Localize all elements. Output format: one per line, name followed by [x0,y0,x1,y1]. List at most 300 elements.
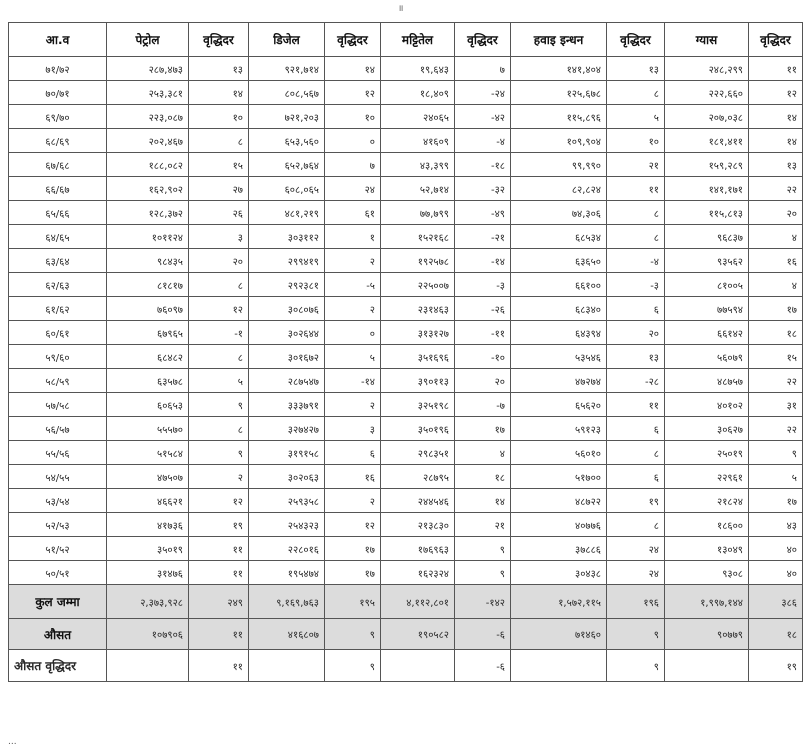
value-cell: ३०१६७२ [249,345,325,369]
value-cell: -५ [325,273,381,297]
table-body [9,57,803,585]
value-cell: १९ [607,489,665,513]
value-cell: ६६१४२ [665,321,749,345]
average-growth-row [9,650,803,682]
value-cell: ८ [189,129,249,153]
cell [107,650,189,682]
value-cell: २२ [749,417,803,441]
value-cell: ७ [455,57,511,81]
value-cell: २५०१९ [665,441,749,465]
fiscal-year-cell: ७०/७१ [9,81,107,105]
col-fiscal-year: आ.व [9,23,107,57]
value-cell: १५ [189,153,249,177]
fiscal-year-cell: ५९/६० [9,345,107,369]
col-aviation-growth: वृद्धिदर [607,23,665,57]
table-row [9,537,803,561]
value-cell: ३०२६४४ [249,321,325,345]
cell: ९,१६९,७६३ [249,585,325,619]
value-cell: ४७५०७ [107,465,189,489]
cell: ११ [189,650,249,682]
value-cell: ३७८८६ [511,537,607,561]
value-cell: २८७५४७ [249,369,325,393]
cell: -६ [455,650,511,682]
value-cell: ३१३१२७ [381,321,455,345]
fiscal-year-cell: ६०/६१ [9,321,107,345]
value-cell: १२ [325,513,381,537]
footer-fragment: ... [8,737,17,747]
value-cell: ३०८०७६ [249,297,325,321]
value-cell: ६३५७८ [107,369,189,393]
value-cell: -११ [455,321,511,345]
value-cell: ६ [607,417,665,441]
table-row [9,249,803,273]
cell: -६ [455,619,511,650]
value-cell: २२ [749,369,803,393]
value-cell: १८ [749,321,803,345]
value-cell: १९,६४३ [381,57,455,81]
fiscal-year-cell: ६७/६८ [9,153,107,177]
value-cell: १८८,०८२ [107,153,189,177]
table-row [9,489,803,513]
value-cell: ५१५८४ [107,441,189,465]
cell [249,650,325,682]
value-cell: १७ [455,417,511,441]
cell: ४,११२,८०१ [381,585,455,619]
value-cell: -१४ [455,249,511,273]
value-cell: ५५५७० [107,417,189,441]
value-cell: ५९१२३ [511,417,607,441]
value-cell: १५ [749,345,803,369]
header-fragment: ॥ [398,4,404,14]
value-cell: १०११२४ [107,225,189,249]
cell: १८ [749,619,803,650]
value-cell: १६२,९०२ [107,177,189,201]
value-cell: १३ [607,345,665,369]
average-growth-label: औसत वृद्धिदर [9,650,107,682]
value-cell: २४ [325,177,381,201]
value-cell: १७ [325,537,381,561]
value-cell: १३ [607,57,665,81]
value-cell: २५९३५८ [249,489,325,513]
value-cell: ४३,३९९ [381,153,455,177]
value-cell: ५ [189,369,249,393]
value-cell: १३ [749,153,803,177]
table-row [9,81,803,105]
col-diesel-growth: वृद्धिदर [325,23,381,57]
cell: १९ [749,650,803,682]
table-row [9,153,803,177]
fiscal-year-cell: ७१/७२ [9,57,107,81]
table-row [9,177,803,201]
value-cell: ० [325,129,381,153]
value-cell: २० [455,369,511,393]
value-cell: ५१७०० [511,465,607,489]
value-cell: २५४३२३ [249,513,325,537]
table-row [9,369,803,393]
value-cell: ९ [455,561,511,585]
value-cell: १६ [749,249,803,273]
average-label: औसत [9,619,107,650]
value-cell: १ [325,225,381,249]
value-cell: २२३,०८७ [107,105,189,129]
value-cell: १२ [749,81,803,105]
value-cell: २२९६१ [665,465,749,489]
value-cell: ६५३,५६० [249,129,325,153]
value-cell: ९८४३५ [107,249,189,273]
table-row [9,297,803,321]
value-cell: ६६१०० [511,273,607,297]
value-cell: ५ [749,465,803,489]
value-cell: ७७५९४ [665,297,749,321]
table-row [9,225,803,249]
value-cell: -४ [455,129,511,153]
fiscal-year-cell: ५४/५५ [9,465,107,489]
value-cell: २ [325,489,381,513]
value-cell: ४१६०९ [381,129,455,153]
value-cell: ४० [749,561,803,585]
fiscal-year-cell: ६३/६४ [9,249,107,273]
cell: ९ [607,650,665,682]
value-cell: १४ [749,105,803,129]
value-cell: १५२१६८ [381,225,455,249]
value-cell: २८७९५ [381,465,455,489]
value-cell: -१४ [325,369,381,393]
fiscal-year-cell: ६१/६२ [9,297,107,321]
value-cell: २१ [607,153,665,177]
cell: ९ [325,619,381,650]
value-cell: ९ [749,441,803,465]
value-cell: १० [607,129,665,153]
value-cell: २९८३५१ [381,441,455,465]
value-cell: २२८०१६ [249,537,325,561]
value-cell: २४ [607,537,665,561]
cell: ७१४६० [511,619,607,650]
value-cell: ११ [189,561,249,585]
value-cell: -४२ [455,105,511,129]
value-cell: ९६८३७ [665,225,749,249]
fiscal-year-cell: ६२/६३ [9,273,107,297]
value-cell: ४८७२२ [511,489,607,513]
value-cell: २० [749,201,803,225]
table-row [9,417,803,441]
value-cell: २७ [189,177,249,201]
value-cell: १४ [749,129,803,153]
value-cell: ३०४३८ [511,561,607,585]
cell: ११ [189,619,249,650]
cell: १,५७२,११५ [511,585,607,619]
value-cell: ३०३११२ [249,225,325,249]
value-cell: २८७,४७३ [107,57,189,81]
value-cell: ३९०११३ [381,369,455,393]
value-cell: १८ [455,465,511,489]
value-cell: २२५००७ [381,273,455,297]
value-cell: १२५,६७८ [511,81,607,105]
value-cell: १८६०० [665,513,749,537]
table-row [9,441,803,465]
value-cell: ८ [607,201,665,225]
value-cell: ५३५४६ [511,345,607,369]
value-cell: ७४,३०६ [511,201,607,225]
value-cell: १८,४०९ [381,81,455,105]
value-cell: १८१,४११ [665,129,749,153]
value-cell: ६५२,७६४ [249,153,325,177]
col-aviation-fuel: हवाइ इन्धन [511,23,607,57]
average-row [9,619,803,650]
value-cell: ६८४८२ [107,345,189,369]
value-cell: ३ [189,225,249,249]
value-cell: २६ [189,201,249,225]
value-cell: ३ [325,417,381,441]
value-cell: -३२ [455,177,511,201]
cell: २४९ [189,585,249,619]
value-cell: ३५०१९६ [381,417,455,441]
value-cell: ८ [189,345,249,369]
cell [381,650,455,682]
value-cell: ७२१,२०३ [249,105,325,129]
cell: ९ [607,619,665,650]
value-cell: ६३६५० [511,249,607,273]
value-cell: २४४५४६ [381,489,455,513]
value-cell: ६ [607,297,665,321]
table-row [9,393,803,417]
value-cell: १२८,३७२ [107,201,189,225]
value-cell: -७ [455,393,511,417]
value-cell: -२१ [455,225,511,249]
value-cell: २४८,२९९ [665,57,749,81]
value-cell: २०७,०३८ [665,105,749,129]
value-cell: ० [325,321,381,345]
value-cell: १२ [325,81,381,105]
value-cell: ९३५६२ [665,249,749,273]
value-cell: २२२,६६० [665,81,749,105]
value-cell: -४९ [455,201,511,225]
fuel-consumption-table [8,22,803,682]
value-cell: २० [189,249,249,273]
value-cell: ११५,८९६ [511,105,607,129]
value-cell: २४०६५ [381,105,455,129]
value-cell: २५३,३८१ [107,81,189,105]
value-cell: १९२५७८ [381,249,455,273]
value-cell: ४८१,२१९ [249,201,325,225]
value-cell: ३१ [749,393,803,417]
cell: ९ [325,650,381,682]
value-cell: १० [325,105,381,129]
value-cell: २२ [749,177,803,201]
table-row [9,513,803,537]
col-petrol: पेट्रोल [107,23,189,57]
value-cell: -१० [455,345,511,369]
value-cell: ४३ [749,513,803,537]
value-cell: ५६०१० [511,441,607,465]
value-cell: १२ [189,297,249,321]
col-gas-growth: वृद्धिदर [749,23,803,57]
table-row [9,129,803,153]
value-cell: ५६०७९ [665,345,749,369]
value-cell: १७ [749,297,803,321]
cell: -१४२ [455,585,511,619]
cell: ३८६ [749,585,803,619]
value-cell: २०२,४६७ [107,129,189,153]
fiscal-year-cell: ५३/५४ [9,489,107,513]
value-cell: १७ [749,489,803,513]
value-cell: ८ [607,225,665,249]
table-row [9,105,803,129]
value-cell: ४६६२१ [107,489,189,513]
value-cell: ९९,९९० [511,153,607,177]
value-cell: -१ [189,321,249,345]
table-header-row [9,23,803,57]
value-cell: ६१ [325,201,381,225]
value-cell: ३२७४२७ [249,417,325,441]
value-cell: -३ [607,273,665,297]
value-cell: १३ [189,57,249,81]
value-cell: १४१,१७१ [665,177,749,201]
value-cell: ३२५१९८ [381,393,455,417]
col-kerosene: मट्टितेल [381,23,455,57]
value-cell: ९ [189,393,249,417]
value-cell: ५२,७१४ [381,177,455,201]
value-cell: ३१९१५८ [249,441,325,465]
value-cell: २३१४६३ [381,297,455,321]
value-cell: १४ [455,489,511,513]
col-kerosene-growth: वृद्धिदर [455,23,511,57]
value-cell: ४८७५७ [665,369,749,393]
value-cell: ६७९६५ [107,321,189,345]
value-cell: ६८३४० [511,297,607,321]
value-cell: ४०७७६ [511,513,607,537]
total-label: कुल जम्मा [9,585,107,619]
value-cell: -२६ [455,297,511,321]
value-cell: -३ [455,273,511,297]
table-row [9,201,803,225]
value-cell: ११ [749,57,803,81]
value-cell: ८०८,५६७ [249,81,325,105]
fiscal-year-cell: ५१/५२ [9,537,107,561]
value-cell: २ [325,393,381,417]
value-cell: -२८ [607,369,665,393]
value-cell: -१८ [455,153,511,177]
value-cell: १० [189,105,249,129]
fiscal-year-cell: ६४/६५ [9,225,107,249]
value-cell: -४ [607,249,665,273]
cell: १९६ [607,585,665,619]
value-cell: २ [189,465,249,489]
cell: १,९९७,१४४ [665,585,749,619]
cell: ४१६८०७ [249,619,325,650]
value-cell: ६५६२० [511,393,607,417]
fiscal-year-cell: ५०/५१ [9,561,107,585]
value-cell: ९ [189,441,249,465]
value-cell: ८२,८२४ [511,177,607,201]
fiscal-year-cell: ६५/६६ [9,201,107,225]
value-cell: ७ [325,153,381,177]
value-cell: २१ [455,513,511,537]
value-cell: ५ [325,345,381,369]
fiscal-year-cell: ५७/५८ [9,393,107,417]
value-cell: १३०४९ [665,537,749,561]
value-cell: ३०२०६३ [249,465,325,489]
cell: १९५ [325,585,381,619]
value-cell: -२४ [455,81,511,105]
value-cell: ८ [189,417,249,441]
value-cell: ३०६२७ [665,417,749,441]
table-row [9,321,803,345]
table-row [9,57,803,81]
value-cell: १४१,४०४ [511,57,607,81]
fiscal-year-cell: ६६/६७ [9,177,107,201]
value-cell: १७६९६३ [381,537,455,561]
value-cell: ७६०९७ [107,297,189,321]
value-cell: ६८५३४ [511,225,607,249]
fiscal-year-cell: ६८/६९ [9,129,107,153]
cell: २,३७३,९२८ [107,585,189,619]
value-cell: १६२३२४ [381,561,455,585]
value-cell: ३५१६९६ [381,345,455,369]
value-cell: २१८२४ [665,489,749,513]
value-cell: ६०६५३ [107,393,189,417]
table-row [9,273,803,297]
col-petrol-growth: वृद्धिदर [189,23,249,57]
value-cell: १५९,२८९ [665,153,749,177]
cell: १०७९०६ [107,619,189,650]
value-cell: १०९,९०४ [511,129,607,153]
col-diesel: डिजेल [249,23,325,57]
table-row [9,561,803,585]
value-cell: ८ [189,273,249,297]
cell: १९०५८२ [381,619,455,650]
value-cell: ९ [455,537,511,561]
fiscal-year-cell: ५२/५३ [9,513,107,537]
cell [665,650,749,682]
value-cell: १९५४७४ [249,561,325,585]
value-cell: १९ [189,513,249,537]
value-cell: ८१००५ [665,273,749,297]
value-cell: १४ [189,81,249,105]
value-cell: ८ [607,513,665,537]
value-cell: ६०८,०६५ [249,177,325,201]
value-cell: ३१४७६ [107,561,189,585]
cell: ९०७७९ [665,619,749,650]
value-cell: ४०१०२ [665,393,749,417]
value-cell: २१३८३० [381,513,455,537]
value-cell: ११५,८१३ [665,201,749,225]
total-row [9,585,803,619]
value-cell: ८ [607,441,665,465]
value-cell: ८१८१७ [107,273,189,297]
value-cell: ४० [749,537,803,561]
value-cell: ६ [607,465,665,489]
fiscal-year-cell: ५५/५६ [9,441,107,465]
value-cell: ११ [607,393,665,417]
value-cell: ४१७३६ [107,513,189,537]
value-cell: ७७,७९९ [381,201,455,225]
value-cell: २९९४१९ [249,249,325,273]
value-cell: ९३०८ [665,561,749,585]
value-cell: १४ [325,57,381,81]
fiscal-year-cell: ६९/७० [9,105,107,129]
value-cell: ९२१,७१४ [249,57,325,81]
value-cell: ६ [325,441,381,465]
value-cell: १७ [325,561,381,585]
value-cell: ४ [749,225,803,249]
table-row [9,345,803,369]
value-cell: २० [607,321,665,345]
cell [511,650,607,682]
value-cell: ५ [607,105,665,129]
value-cell: १२ [189,489,249,513]
fiscal-year-cell: ५६/५७ [9,417,107,441]
value-cell: ४ [455,441,511,465]
